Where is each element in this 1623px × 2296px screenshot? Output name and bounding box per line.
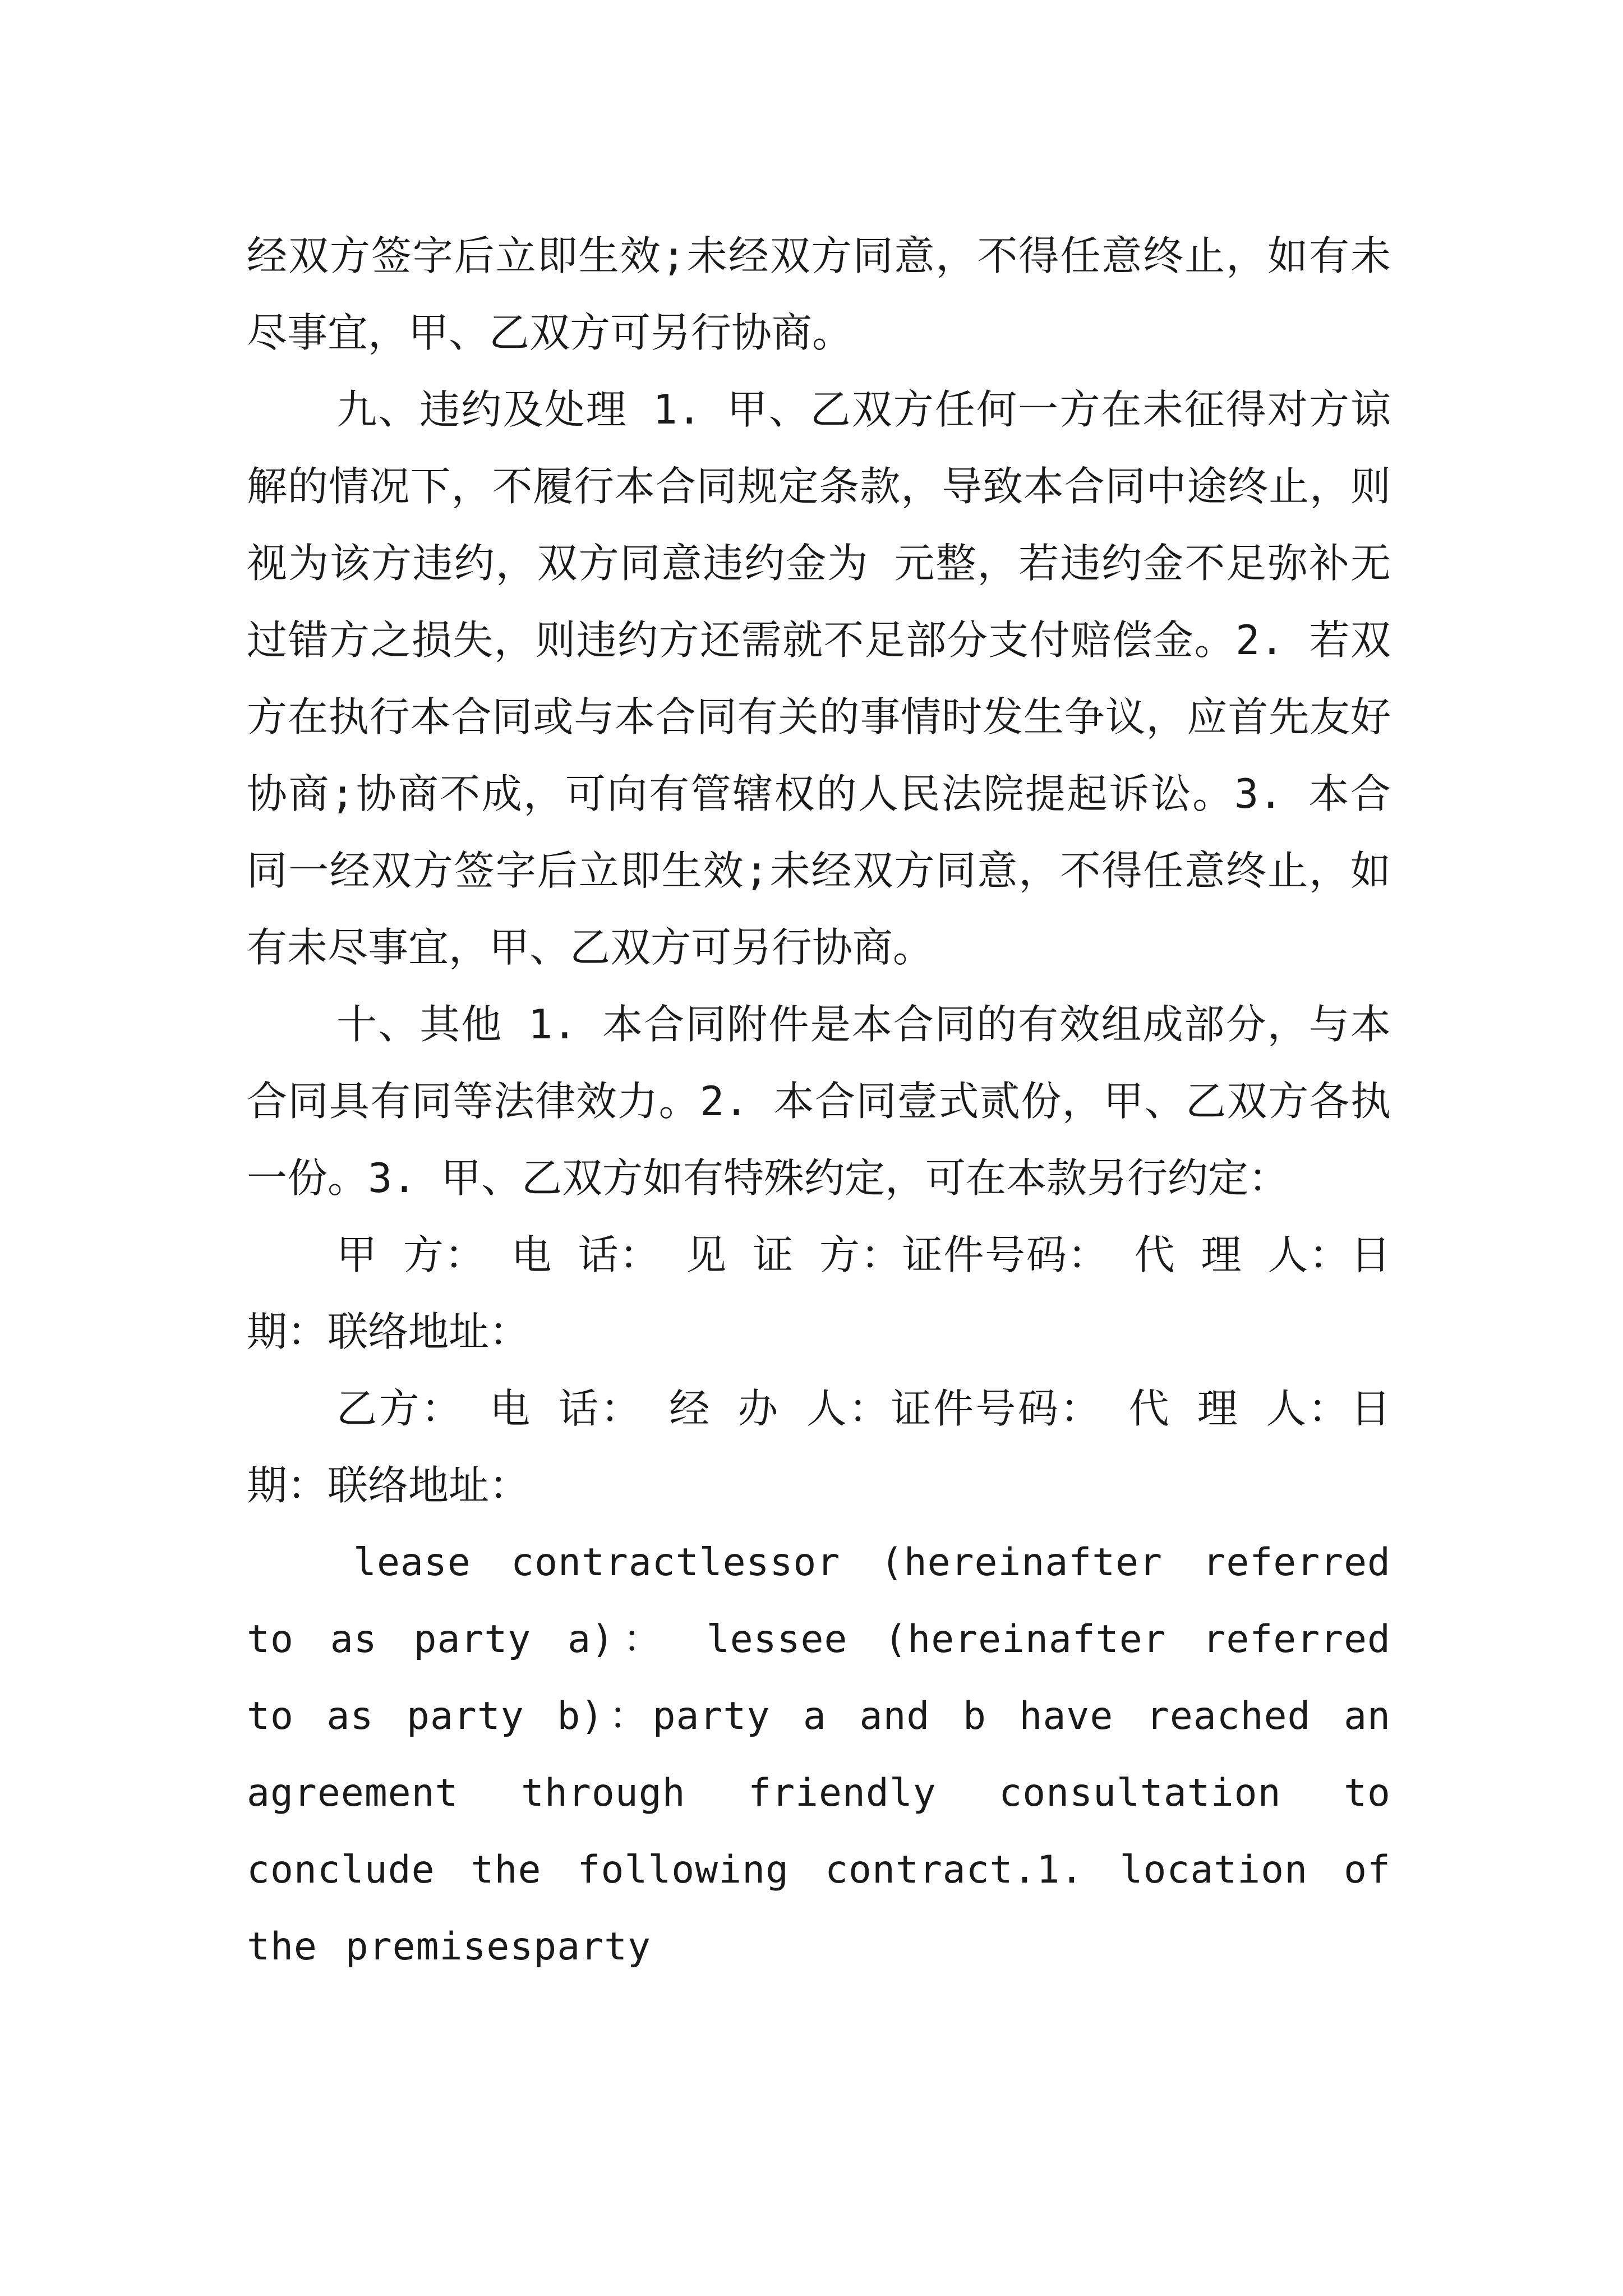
paragraph-continuation: 经双方签字后立即生效;未经双方同意，不得任意终止，如有未尽事宜，甲、乙双方可另行协商。 (247, 232, 1391, 356)
paragraph-english-lease-contract: lease contractlessor (hereinafter referred to as party a)： lessee (hereinafter referred to as party b)：party a and b have reached an agreement through friendly consultation to conclude the following contract.1. location of the premisesparty (247, 1540, 1391, 1969)
paragraph-party-a-signature: 甲 方： 电 话： 见 证 方：证件号码： 代 理 人：日 期：联络地址： (247, 1231, 1391, 1355)
paragraph-breach-of-contract: 九、违约及处理 1. 甲、乙双方任何一方在未征得对方谅解的情况下，不履行本合同规定条款，导致本合同中途终止，则视为该方违约，双方同意违约金为 元整，若违约金不足弥补无过错方之损失，则违约方还需就不足部分支付赔偿金。2. 若双方在执行本合同或与本合同有关的事情时发生争议，应首先友好协商;协商不成，可向有管辖权的人民法院提起诉讼。3. 本合同一经双方签字后立即生效;未经双方同意，不得任意终止，如有未尽事宜，甲、乙双方可另行协商。 (247, 386, 1391, 971)
paragraph-other-terms: 十、其他 1. 本合同附件是本合同的有效组成部分，与本合同具有同等法律效力。2. 本合同壹式贰份，甲、乙双方各执一份。3. 甲、乙双方如有特殊约定，可在本款另行约定： (247, 1001, 1391, 1202)
paragraph-party-b-signature: 乙方： 电 话： 经 办 人：证件号码： 代 理 人：日 期：联络地址： (247, 1385, 1391, 1509)
document-body (247, 218, 1391, 1985)
